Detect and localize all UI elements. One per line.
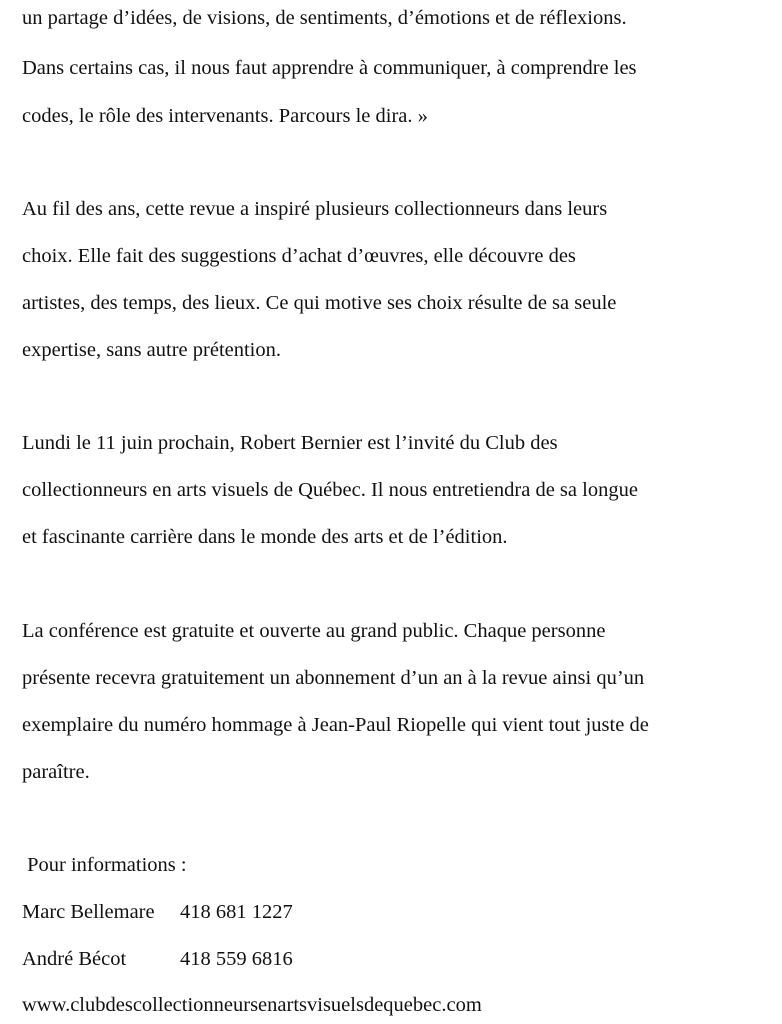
contact-name: Marc Bellemare [22,901,155,923]
paragraph-line: La conférence est gratuite et ouverte au grand public. Chaque personne [22,620,606,642]
website-link[interactable]: www.clubdescollectionneursenartsvisuelsdequebec.com [22,994,482,1016]
contact-person [22,900,293,924]
paragraph-line: exemplaire du numéro hommage à Jean-Paul Riopelle qui vient tout juste de [22,714,649,736]
contact-person [22,947,293,971]
contact-name: André Bécot [22,948,127,970]
contact-phone: 418 681 1227 [180,901,293,923]
paragraph-line: Dans certains cas, il nous faut apprendre à communiquer, à comprendre les [22,57,637,79]
paragraph-line: codes, le rôle des intervenants. Parcours le dira. » [22,105,428,127]
paragraph-line: un partage d’idées, de visions, de sentiments, d’émotions et de réflexions. [22,7,627,29]
paragraph-line: Au fil des ans, cette revue a inspiré plusieurs collectionneurs dans leurs [22,198,608,220]
paragraph-line: artistes, des temps, des lieux. Ce qui motive ses choix résulte de sa seule [22,292,617,314]
paragraph-line: et fascinante carrière dans le monde des arts et de l’édition. [22,526,508,548]
paragraph-line: paraître. [22,761,90,783]
paragraph-line: collectionneurs en arts visuels de Québec. Il nous entretiendra de sa longue [22,479,638,501]
paragraph-line: Lundi le 11 juin prochain, Robert Bernier est l’invité du Club des [22,432,558,454]
paragraph-line: expertise, sans autre prétention. [22,339,282,361]
paragraph-line: présente recevra gratuitement un abonnement d’un an à la revue ainsi qu’un [22,667,645,689]
contact-heading: Pour informations : [22,854,187,876]
paragraph-line: choix. Elle fait des suggestions d’achat d’œuvres, elle découvre des [22,245,576,267]
contact-phone: 418 559 6816 [180,948,293,970]
